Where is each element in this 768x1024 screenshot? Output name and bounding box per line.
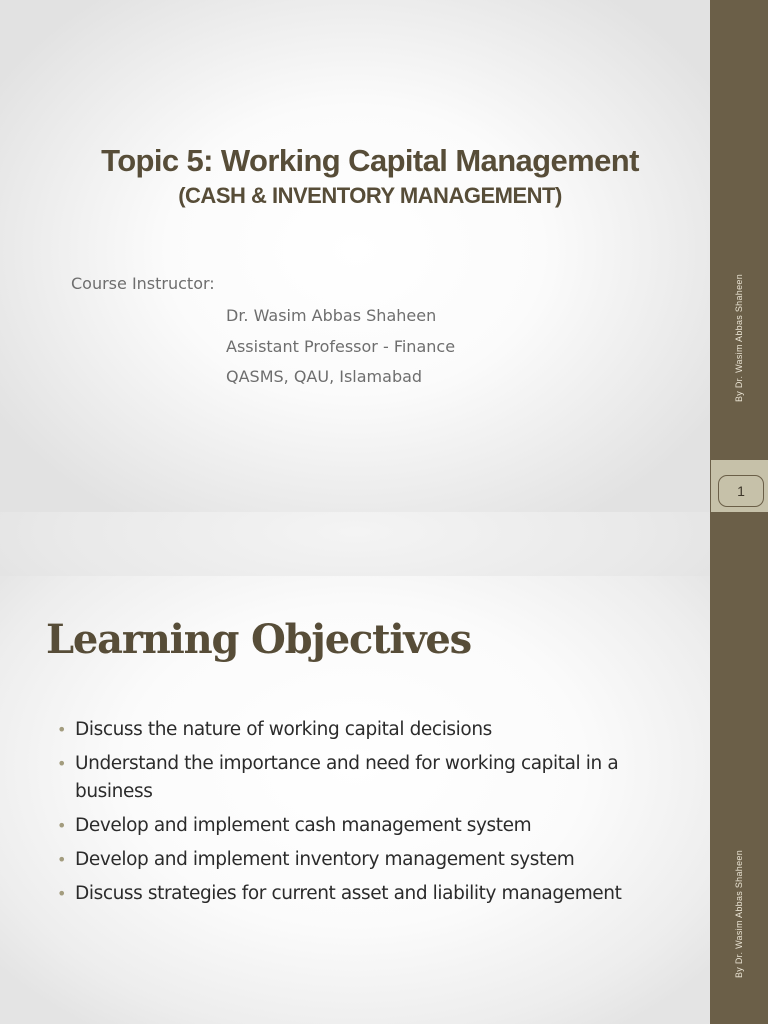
slide-gap xyxy=(0,512,768,576)
list-item-text: Understand the importance and need for working capital in a business xyxy=(75,753,619,802)
list-item xyxy=(57,716,697,744)
list-item-text: Discuss the nature of working capital decisions xyxy=(75,719,492,740)
bullet-icon: • xyxy=(57,816,67,835)
instructor-name: Dr. Wasim Abbas Shaheen xyxy=(226,306,437,325)
slide-1-sidebar xyxy=(710,0,768,512)
slide-2-sidebar xyxy=(710,576,768,1024)
list-item xyxy=(57,880,697,908)
slide-gap-sidebar xyxy=(710,512,768,576)
page-number: 1 xyxy=(718,475,764,507)
bullet-icon: • xyxy=(57,884,67,903)
list-item xyxy=(57,750,697,806)
instructor-affiliation: QASMS, QAU, Islamabad xyxy=(226,367,423,386)
bullet-icon: • xyxy=(57,850,67,869)
objectives-list xyxy=(57,716,697,914)
list-item-text: Develop and implement inventory management system xyxy=(75,849,575,870)
author-side-text: By Dr. Wasim Abbas Shaheen xyxy=(734,849,744,979)
list-item-text: Develop and implement cash management system xyxy=(75,815,532,836)
list-item xyxy=(57,812,697,840)
instructor-position: Assistant Professor - Finance xyxy=(226,337,456,356)
bullet-icon: • xyxy=(57,720,67,739)
list-item xyxy=(57,846,697,874)
bullet-icon: • xyxy=(57,754,67,773)
instructor-label: Course Instructor: xyxy=(71,274,215,293)
slide-title: Learning Objectives xyxy=(46,616,471,663)
slide-title: Topic 5: Working Capital Management xyxy=(101,143,639,178)
slide-2 xyxy=(0,576,768,1024)
slide-subtitle: (CASH & INVENTORY MANAGEMENT) xyxy=(178,183,562,208)
author-side-text: By Dr. Wasim Abbas Shaheen xyxy=(734,273,744,403)
list-item-text: Discuss strategies for current asset and liability management xyxy=(75,883,622,904)
